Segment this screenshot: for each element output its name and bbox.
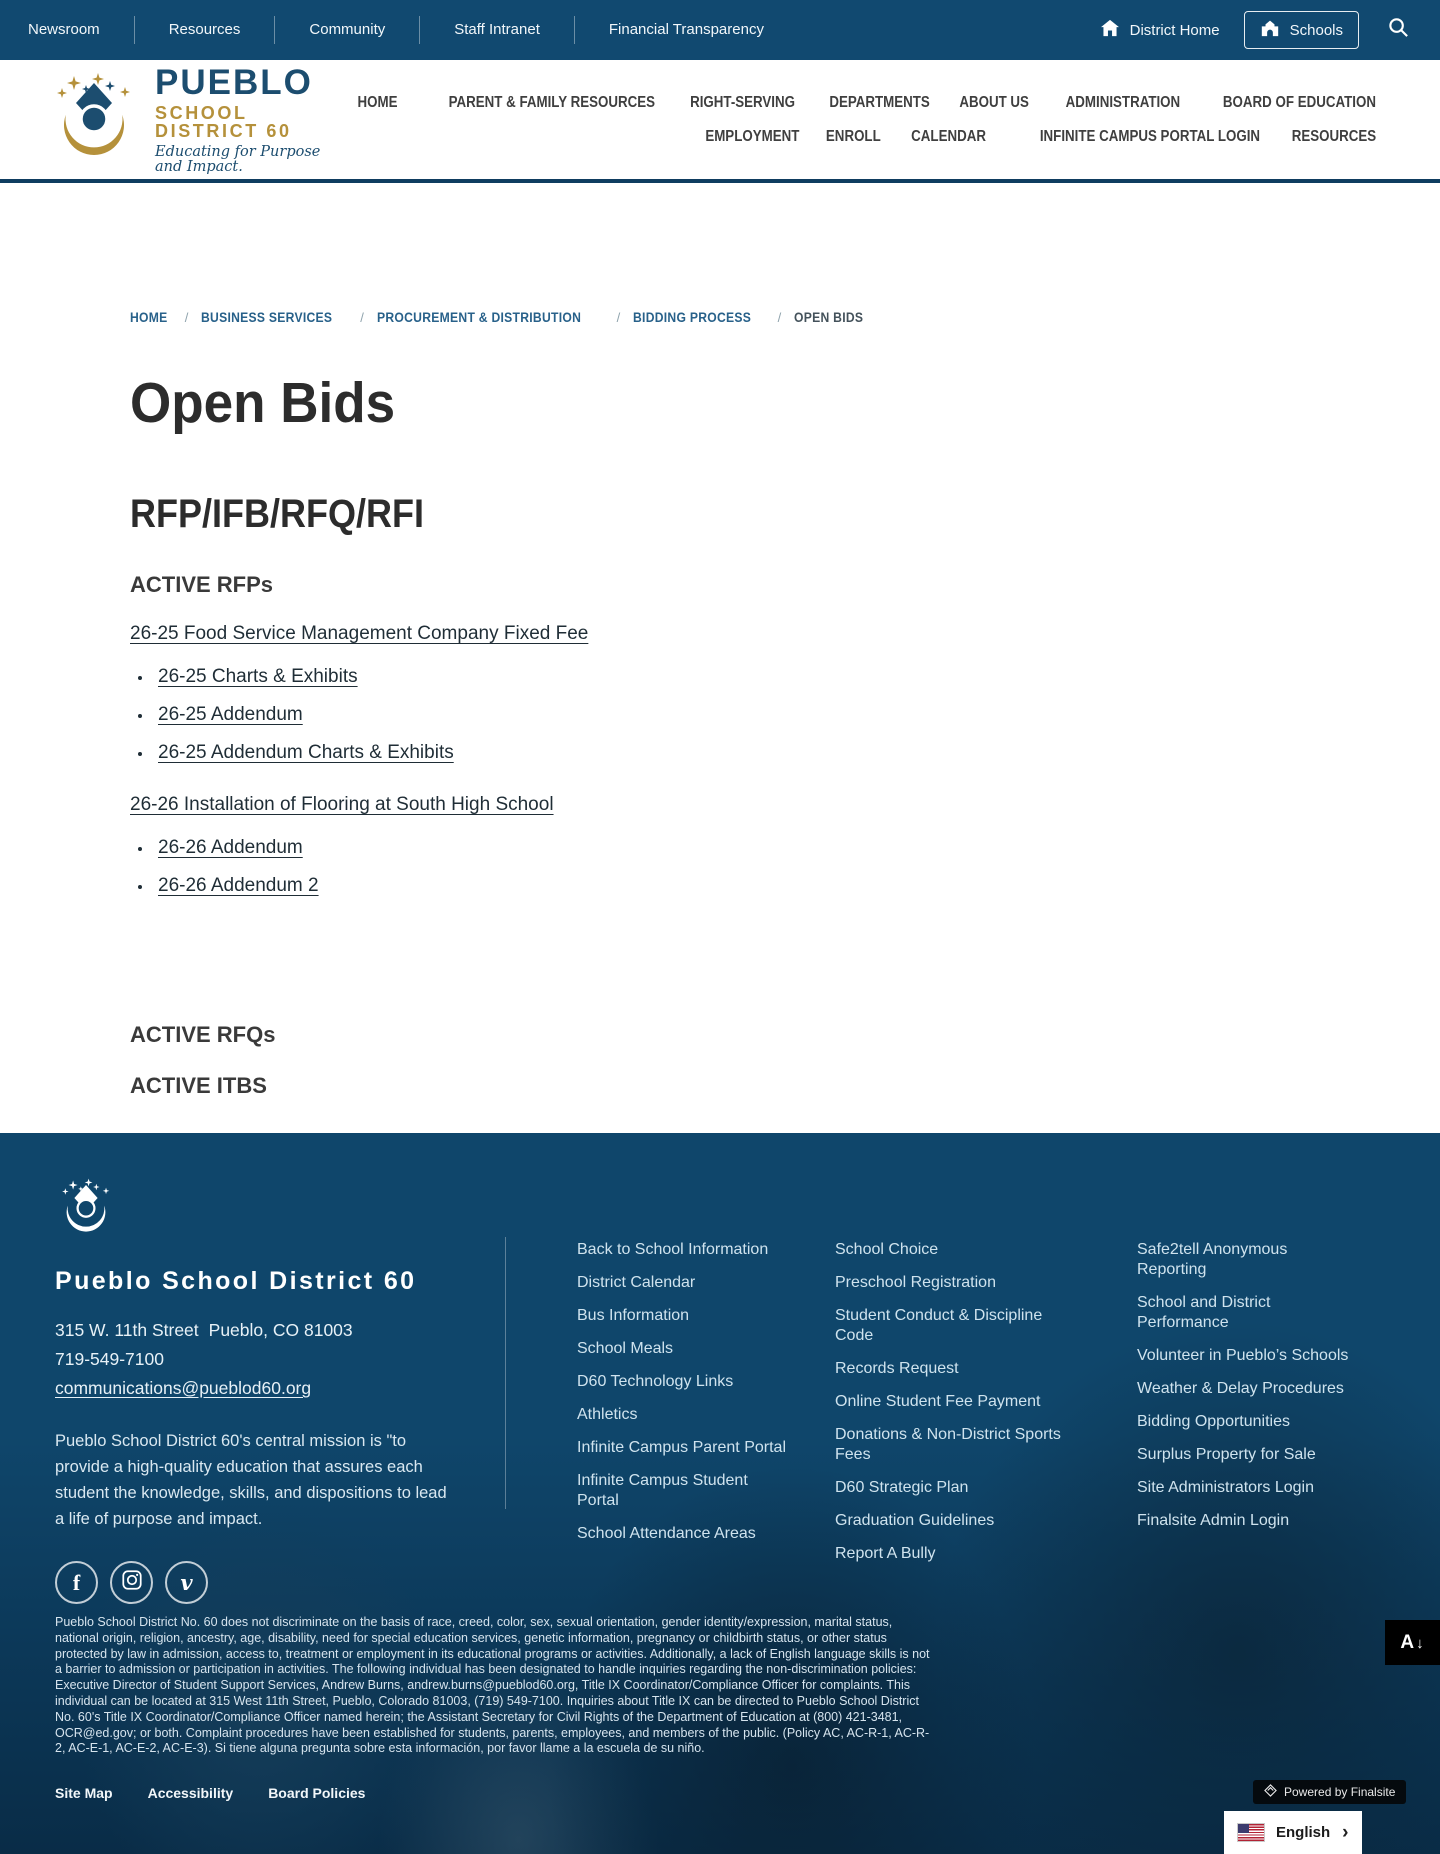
rfp-26-25-heading [130,623,1440,645]
footer-link-d60-strategic-plan[interactable]: D60 Strategic Plan [835,1479,969,1496]
search-icon [1387,16,1410,44]
topbar-link-resources[interactable]: Resources [135,16,276,44]
facebook-icon: f [72,1569,81,1595]
list-item [138,740,1440,767]
footer-link-bidding-opportunities[interactable]: Bidding Opportunities [1137,1413,1290,1430]
topbar-link-staff-intranet[interactable]: Staff Intranet [420,16,575,44]
district-logo-mark-icon [46,73,142,166]
footer-link-records-request[interactable]: Records Request [835,1360,959,1377]
rfp-26-25-addendum-link[interactable]: 26-25 Addendum [158,703,303,725]
main-nav-row-2 [690,128,1376,146]
rfp-26-26-addendum-2-link[interactable]: 26-26 Addendum 2 [158,874,319,896]
footer-org-block [55,1178,460,1604]
footer-links-column-3 [1137,1240,1355,1544]
nav-home[interactable]: HOME [357,93,398,111]
search-button[interactable] [1383,12,1414,48]
footer-link-attendance-areas[interactable]: School Attendance Areas [577,1525,756,1542]
section-heading-rfp: RFP/IFB/RFQ/RFI [130,491,424,536]
footer-link-district-calendar[interactable]: District Calendar [577,1274,696,1291]
nav-employment[interactable]: EMPLOYMENT [705,127,800,145]
finalsite-logo-icon [1264,1784,1277,1800]
logo-wordmark-line2: SCHOOL DISTRICT 60 [155,103,292,141]
language-selector[interactable] [1224,1811,1362,1854]
footer-link-volunteer[interactable]: Volunteer in Pueblo’s Schools [1137,1347,1349,1364]
footer-link-preschool-registration[interactable]: Preschool Registration [835,1274,996,1291]
footer-link-board-policies[interactable]: Board Policies [268,1785,366,1801]
nav-right-serving[interactable]: RIGHT-SERVING [690,93,796,111]
site-header [0,60,1440,183]
list-item [138,835,1440,862]
breadcrumb-separator: / [616,310,621,325]
footer-link-bus-information[interactable]: Bus Information [577,1307,690,1324]
site-footer [0,1133,1440,1854]
page-title: Open Bids [130,371,396,435]
nav-enroll[interactable]: ENROLL [825,127,881,145]
powered-by-finalsite-badge[interactable] [1253,1780,1406,1804]
footer-link-graduation-guidelines[interactable]: Graduation Guidelines [835,1512,995,1529]
footer-links-column-1 [577,1240,787,1557]
nav-administration[interactable]: ADMINISTRATION [1065,93,1181,111]
footer-link-school-choice[interactable]: School Choice [835,1241,939,1258]
topbar-link-newsroom[interactable]: Newsroom [26,16,135,44]
footer-link-ic-student-portal[interactable]: Infinite Campus Student Portal [577,1472,748,1509]
rfp-26-25-documents [138,664,1440,767]
nav-about-us[interactable]: ABOUT US [959,93,1029,111]
breadcrumb-business-services[interactable]: BUSINESS SERVICES [201,310,333,325]
facebook-link[interactable] [55,1561,98,1604]
language-label: English [1276,1824,1331,1841]
footer-link-weather-delay[interactable]: Weather & Delay Procedures [1137,1380,1344,1397]
active-rfqs-label: ACTIVE RFQs [130,1021,276,1047]
footer-address: 315 W. 11th Street Pueblo, CO 81003 [55,1320,353,1340]
breadcrumb-current-open-bids: OPEN BIDS [794,310,864,325]
active-itbs-label: ACTIVE ITBS [130,1072,267,1098]
breadcrumb-bidding-process[interactable]: BIDDING PROCESS [633,310,752,325]
utility-nav [26,16,798,44]
footer-link-back-to-school[interactable]: Back to School Information [577,1241,769,1258]
breadcrumb-separator: / [184,310,189,325]
footer-link-site-admin-login[interactable]: Site Administrators Login [1137,1479,1314,1496]
footer-link-surplus-property[interactable]: Surplus Property for Sale [1137,1446,1316,1463]
footer-divider [505,1237,506,1509]
footer-link-accessibility[interactable]: Accessibility [147,1785,234,1801]
rfp-26-26-addendum-link[interactable]: 26-26 Addendum [158,836,303,858]
footer-mission-statement: Pueblo School District 60's central mission is "to provide a high-quality education that assures each student the knowledge, skills, and dispositions to lead a life of purpose and impact. [55,1432,447,1528]
nav-board-of-education[interactable]: BOARD OF EDUCATION [1222,93,1376,111]
vimeo-icon: v [180,1570,193,1595]
footer-social-links [55,1561,460,1604]
footer-link-donations-sports-fees[interactable]: Donations & Non-District Sports Fees [835,1426,1061,1463]
rfp-26-25-charts-exhibits-link[interactable]: 26-25 Charts & Exhibits [158,665,358,687]
list-item [138,664,1440,691]
vimeo-link[interactable] [165,1561,208,1604]
list-item [138,702,1440,729]
footer-link-online-fee-payment[interactable]: Online Student Fee Payment [835,1393,1041,1410]
footer-link-athletics[interactable]: Athletics [577,1406,638,1423]
rfp-26-26-documents [138,835,1440,900]
footer-phone: 719-549-7100 [55,1349,164,1369]
utility-bar [0,0,1440,60]
rfp-26-25-addendum-charts-exhibits-link[interactable]: 26-25 Addendum Charts & Exhibits [158,741,454,763]
active-rfps-label: ACTIVE RFPs [130,571,274,597]
nondiscrimination-disclaimer: Pueblo School District No. 60 does not discriminate on the basis of race, creed, color, sex, sexual orientation, gender identity/expression, marital status, national origin, religion, ancestry, age, disability, need for special education services, genetic information, pregnancy or childbirth status, or other status protected by law in admission, access to, treatment or employment in its educational programs or activities. Additionally, a lack of English language skills is not a barrier to admission or participation in activities. The following individual has been designated to handle inquiries regarding the non-discrimination policies: Executive Director of Student Support Services, Andrew Burns, andrew.burns@pueblod60.org, Title IX Coordinator/Compliance Officer for complaints. This individual can be located at 315 West 11th Street, Pueblo, Colorado 81003, (719) 549-7100. Inquiries about Title IX can be directed to Pueblo School District No. 60's Title IX Coordinator/Compliance Officer named herein; the Assistant Secretary for Civil Rights of the Department of Education at (800) 421-3481, OCR@ed.gov; or both. Complaint procedures have been established for students, parents, employees, and members of the public. (Policy AC, AC-R-1, AC-R-2, AC-E-1, AC-E-2, AC-E-3). Si tiene alguna pregunta sobre esta información, por favor llame a la escuela de su niño. [55,1615,930,1756]
chevron-right-icon: › [1342,1822,1349,1843]
instagram-link[interactable] [110,1561,153,1604]
schools-label: Schools [1289,21,1343,39]
nav-resources[interactable]: RESOURCES [1291,127,1376,145]
footer-link-site-map[interactable]: Site Map [55,1785,113,1801]
school-building-icon [1260,19,1280,41]
topbar-link-community[interactable]: Community [275,16,420,44]
footer-link-d60-technology[interactable]: D60 Technology Links [577,1373,734,1390]
district-home-label: District Home [1129,21,1220,39]
footer-link-safe2tell[interactable]: Safe2tell Anonymous Reporting [1137,1241,1288,1278]
powered-by-label: Powered by Finalsite [1284,1785,1396,1799]
footer-bottom-links [55,1785,365,1801]
footer-link-report-a-bully[interactable]: Report A Bully [835,1545,936,1562]
house-icon [1100,19,1120,41]
breadcrumb-procurement-distribution[interactable]: PROCUREMENT & DISTRIBUTION [376,310,581,325]
footer-link-ic-parent-portal[interactable]: Infinite Campus Parent Portal [577,1439,786,1456]
breadcrumb-separator: / [777,310,782,325]
logo-wordmark-line1: PUEBLO [155,63,313,102]
footer-org-name: Pueblo School District 60 [55,1267,417,1295]
rfp-26-26-heading [130,794,1440,816]
main-navigation [351,94,1376,146]
rfp-26-25-link[interactable]: 26-25 Food Service Management Company Fixed Fee [130,622,589,644]
breadcrumb-home[interactable]: HOME [130,310,168,325]
topbar-link-financial-transparency[interactable]: Financial Transparency [608,21,764,38]
us-flag-icon [1238,1824,1264,1841]
footer-link-school-meals[interactable]: School Meals [577,1340,674,1357]
nav-parent-family-resources[interactable]: PARENT & FAMILY RESOURCES [448,93,656,111]
list-item [138,873,1440,900]
nav-calendar[interactable]: CALENDAR [910,127,986,145]
nav-departments[interactable]: DEPARTMENTS [829,93,930,111]
footer-email-link[interactable]: communications@pueblod60.org [55,1378,312,1398]
schools-button[interactable] [1244,11,1359,49]
rfp-26-26-link[interactable]: 26-26 Installation of Flooring at South High School [130,793,554,815]
logo-tagline: Educating for Purpose and Impact. [155,144,321,175]
instagram-icon [121,1569,143,1596]
accessibility-font-size-button[interactable] [1385,1620,1440,1665]
district-home-link[interactable] [1100,19,1220,41]
footer-link-student-conduct[interactable]: Student Conduct & Discipline Code [835,1307,1043,1344]
footer-links-column-2 [835,1240,1070,1577]
nav-infinite-campus-portal-login[interactable]: INFINITE CAMPUS PORTAL LOGIN [1039,127,1260,145]
footer-link-school-district-performance[interactable]: School and District Performance [1137,1294,1271,1331]
font-size-icon: A↓ [1400,1631,1425,1653]
footer-link-finalsite-admin-login[interactable]: Finalsite Admin Login [1137,1512,1290,1529]
breadcrumb [130,310,1440,325]
district-logo[interactable] [46,65,351,174]
main-nav-row-1 [351,94,1376,112]
footer-logo-mark-icon [55,1223,117,1240]
breadcrumb-separator: / [360,310,364,325]
main-content [0,183,1440,1133]
